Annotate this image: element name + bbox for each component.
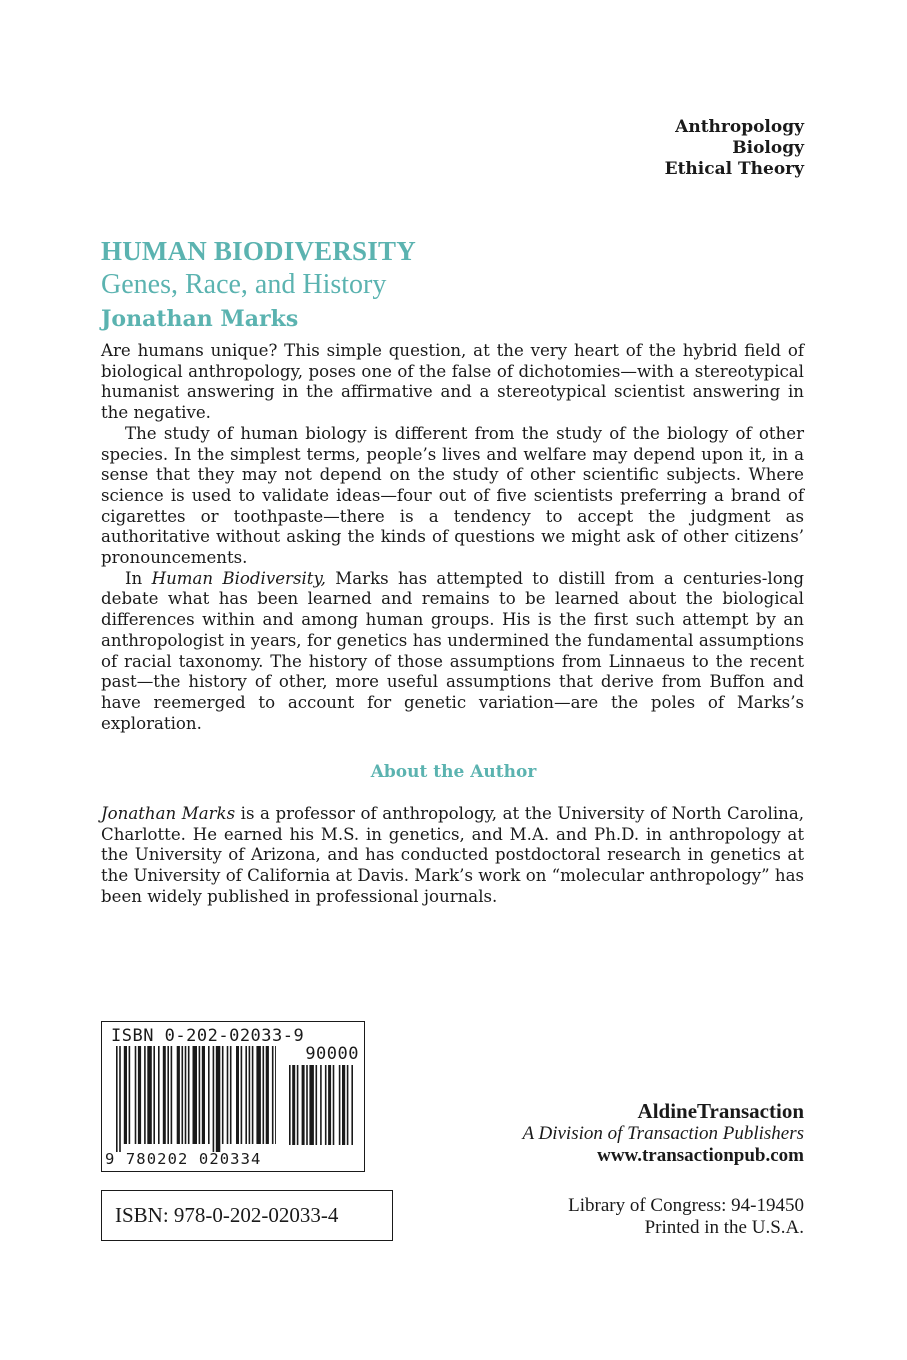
barcode-bar: [216, 1046, 221, 1152]
barcode-bar: [163, 1046, 166, 1144]
barcode-bar: [182, 1046, 184, 1144]
subject-anthropology: Anthropology: [675, 117, 804, 137]
barcode-bar: [171, 1046, 173, 1144]
barcode-bar: [222, 1046, 224, 1144]
author-name-italic: Jonathan Marks: [101, 804, 236, 823]
description-p3-prefix: In: [125, 568, 152, 588]
barcode-bar: [347, 1065, 349, 1145]
barcode-bar: [124, 1046, 127, 1144]
barcode-bar: [167, 1046, 169, 1144]
author-bio: is a professor of anthropology, at the University of North Carolina, Charlotte. He earned his M.S. in genetics, and M.A. and Ph.D. in anthropology at the University of Arizona, and has conducted postdoctoral research in genetics at the University of California at Davis. Mark’s work on “molecular anthropology” has been widely published in professional journals.: [101, 804, 804, 906]
barcode-bar: [320, 1065, 322, 1145]
barcode-bar: [266, 1046, 269, 1144]
barcode-bar: [309, 1065, 314, 1145]
description-paragraph-2: The study of human biology is different from the study of the biology of other species. In the simplest terms, people’s lives and welfare may depend upon it, in a sense that they may not depend on the study of other scientific subjects. Where science is used to validate ideas—four out of five scientists preferring a brand of cigarettes or toothpaste—there is a tendency to accept the judgment as authoritative without asking the kinds of questions we might ask of other citizens’ pronouncements.: [101, 423, 804, 568]
barcode-bar: [147, 1046, 152, 1144]
book-description: [101, 341, 804, 734]
barcode-bar: [119, 1046, 121, 1152]
publisher-name: AldineTransaction: [637, 1099, 804, 1123]
printed-in: Printed in the U.S.A.: [644, 1217, 804, 1238]
barcode-bar: [236, 1046, 239, 1144]
isbn-box: ISBN: 978-0-202-02033-4: [101, 1190, 393, 1241]
barcode-bar: [339, 1065, 341, 1145]
book-author: Jonathan Marks: [101, 306, 299, 332]
barcode-bar: [302, 1065, 305, 1145]
barcode-bar: [249, 1046, 251, 1144]
barcode-bar: [158, 1046, 160, 1144]
library-info: [568, 1195, 804, 1239]
subject-biology: Biology: [732, 138, 804, 158]
barcode-bar: [272, 1046, 274, 1144]
barcode-isbn-label: ISBN 0-202-02033-9: [111, 1026, 305, 1046]
barcode-bar: [199, 1046, 201, 1144]
barcode-bar: [351, 1065, 353, 1145]
description-paragraph-3: [101, 569, 804, 735]
barcode-bar: [325, 1065, 327, 1145]
barcode-bar: [297, 1065, 299, 1145]
barcode-bar: [328, 1065, 331, 1145]
publisher-url: www.transactionpub.com: [597, 1145, 804, 1166]
barcode-bar: [144, 1046, 146, 1144]
barcode-bar: [188, 1046, 190, 1144]
barcode-bar: [342, 1065, 345, 1145]
barcode-bar: [306, 1065, 308, 1145]
barcode-bar: [241, 1046, 243, 1144]
barcode-bar: [185, 1046, 187, 1144]
barcode-bar: [230, 1046, 232, 1144]
barcode: [101, 1021, 365, 1172]
barcode-bar: [208, 1046, 210, 1144]
about-author-text: [101, 804, 804, 908]
barcode-bar: [263, 1046, 265, 1144]
barcode-bar: [177, 1046, 180, 1144]
barcode-bar: [256, 1046, 261, 1144]
barcode-bar: [129, 1046, 131, 1144]
barcode-bar: [275, 1046, 276, 1144]
barcode-bar: [193, 1046, 198, 1144]
publisher-block: [522, 1099, 804, 1167]
barcode-bar: [333, 1065, 335, 1145]
barcode-price-code: 90000: [305, 1044, 359, 1064]
barcode-bar: [316, 1065, 318, 1145]
barcode-bar: [213, 1046, 215, 1152]
barcode-bar: [289, 1065, 291, 1145]
book-subtitle: Genes, Race, and History: [101, 269, 387, 300]
barcode-digits: 9 780202 020334: [105, 1150, 262, 1168]
description-p3-rest: Marks has attempted to distill from a centuries-long debate what has been learned and remains to be learned about the biological differences within and among human groups. His is the first such attempt by an anthropologist in years, for genetics has undermined the fundamental assumptions of racial taxonomy. The history of those assumptions from Linnaeus to the recent past—the history of other, more useful assumptions that derive from Buffon and have reemerged to account for genetic variation—are the poles of Marks’s exploration.: [101, 568, 804, 733]
barcode-bar: [227, 1046, 229, 1144]
description-paragraph-1: Are humans unique? This simple question, at the very heart of the hybrid field of biological anthropology, poses one of the false of dichotomies—with a stereotypical humanist answering in the affirmative and a stereotypical scientist answering in the negative.: [101, 341, 804, 423]
book-title: HUMAN BIODIVERSITY: [101, 236, 416, 266]
barcode-bar: [135, 1046, 137, 1144]
barcode-bar: [252, 1046, 254, 1144]
about-author-heading: About the Author: [370, 762, 537, 782]
barcode-bar: [292, 1065, 295, 1145]
barcode-bar: [153, 1046, 155, 1144]
barcode-bar: [245, 1046, 247, 1144]
description-p3-italic-title: Human Biodiversity,: [151, 568, 326, 588]
about-author-paragraph: [101, 804, 804, 908]
subject-ethical-theory: Ethical Theory: [664, 159, 804, 179]
publisher-division: A Division of Transaction Publishers: [522, 1123, 804, 1144]
barcode-bar: [202, 1046, 205, 1144]
barcode-bar: [116, 1046, 118, 1152]
title-block: [101, 235, 416, 335]
subject-categories: [665, 117, 804, 180]
library-of-congress: Library of Congress: 94-19450: [568, 1195, 804, 1216]
barcode-bar: [138, 1046, 141, 1144]
barcode-bars-main: [116, 1046, 276, 1152]
barcode-bars-addon: [289, 1065, 359, 1153]
